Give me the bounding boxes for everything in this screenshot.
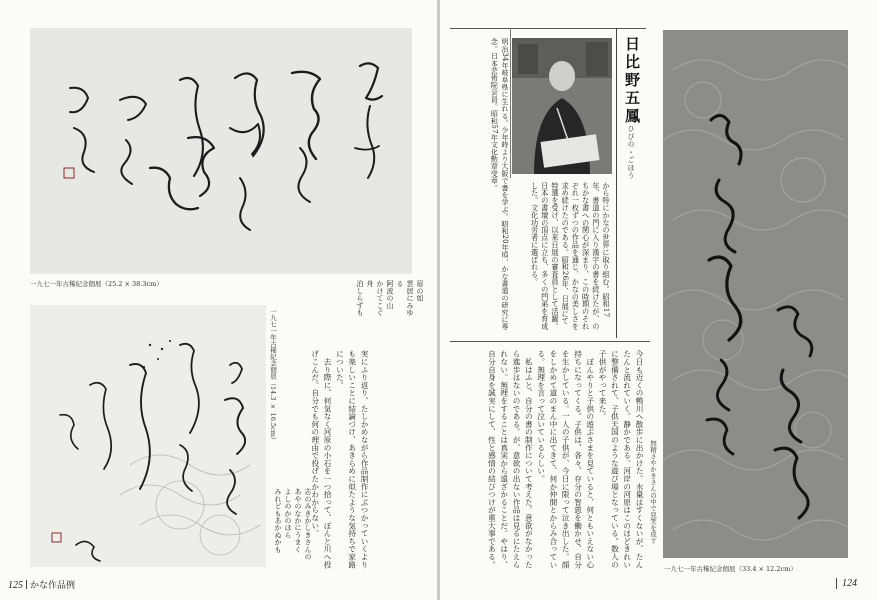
artist-name-reading: ひびの・ごほう [626,125,634,180]
calligraphy-artwork-2 [30,305,266,567]
folio-divider [26,580,27,589]
left-page-number: 125 [8,580,23,591]
left-section-title: かな作品例 [30,580,76,590]
artwork-3-vertical-caption: 無精さやかきさんの中で見笑を成す [649,440,657,544]
artwork-3-caption: 一九七一年古稀紀念個展（33.4 × 12.2cm） [664,565,797,573]
artwork-1-poem: 眉の如 雲居にみゆる 阿波の山 かけてこぐ舟 泊しらずも [356,280,424,316]
artist-bio: 明治34年岐阜県に生れる。少年時より大阪で書を学ぶ。昭和20年頃、かな書道の研究に専念。日本芸術院会員。昭和57年文化勲章受章。 [490,38,509,331]
calligraphy-artwork-1 [30,28,412,274]
artwork-1-caption: 一九七一年古稀紀念個展（25.2 × 38.3cm） [30,280,163,288]
bio-rule [510,28,511,178]
left-essay-text: 実にふり返り、たしかめながら作品制作にぶつかっていくよりも楽しいことに結論づけ、あきらめに似たような気持ちで家路についた。 去り際に、何気なく河原の小石を一つ拾って、ぽんと川へ投げこんだ。自分でも何の理由で投げたかわからない。 [310,350,369,569]
artwork-2-poem: 志のみきかしきさんの あやのなかにうまく よしのかのほら みれどもあかぬかも [274,488,312,560]
artist-profile: から特にかなの世界に取り組む。昭和17年、書道の門に入り漢字の書を続けたが、のちかな書への関心が深まり、この時期のそれぞれ一枚ずつの作品を通じ、かなの美しさを求め続けたのである。昭和26年、日展にて特選を受け、以来日展の審査員として活躍。日本の書壇の頂点に立ち、多くの門弟を育成した。文化功労者に選ばれる。 [530,182,611,330]
right-page-number: 124 [842,578,857,589]
calligraphy-strokes-2 [30,305,266,567]
calligraphy-artwork-3 [663,30,848,558]
artist-photo-image [512,38,612,174]
calligraphy-strokes-3 [663,30,848,558]
calligraphy-strokes-1 [30,28,412,274]
artwork-2-caption: 一九七一年古稀紀念個展（14.3 × 16.5cm） [269,308,277,444]
right-essay-text: 今日も近くの鴨川へ散歩に出かけた。水量はすくないが、たんたんと流れていく。静かである。河岸の河原はこのほどきれいに整備されて、子供天国のような遊び場となっている。数人の子供がやって来た。 ぽんやりと子供の遊ぶさまを見ていると、何ともいえない心持ちになってくる。子供は、各々、存分の智恵を働かせ、自分を生かしている。一人の子供が、今日に限って泣き出した。顔をしかめて道のまん中に出てきて、何か仲間とからみ合っている。無理を言って泣いているらしい。 私はふと、自分の書の制作について考えた。意欲がなかったら進歩はないのである。が、意欲の出ない作品は見るにたえられない。無理をすることは真実から遠ざかることだ。やはり、自分自身を誠実にして、性と感情の結びつけが重大事である。 [487,350,644,569]
section-rule [450,341,650,342]
left-folio [8,578,75,591]
artist-name: 日比野五鳳 [623,36,641,126]
artist-photo [512,38,612,174]
right-folio-divider [836,578,837,589]
